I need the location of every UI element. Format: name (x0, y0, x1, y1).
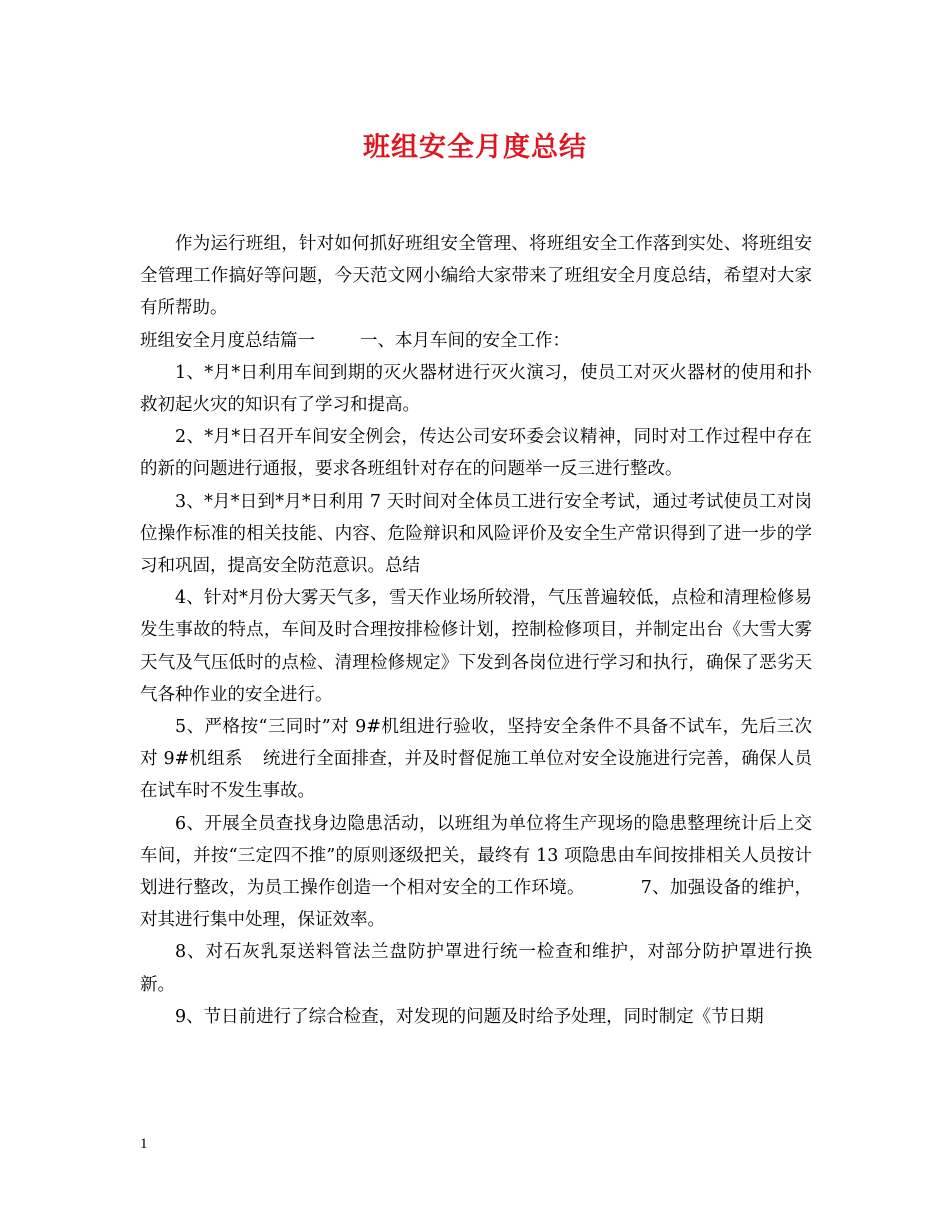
item-paragraph-5 (140, 711, 812, 808)
section-subheading: 一、本月车间的安全工作： (360, 330, 570, 351)
item-paragraph-4: 4、针对*月份大雾天气多，雪天作业场所较滑，气压普遍较低，点检和清理检修易发生事故的特点，车间及时合理按排检修计划，控制检修项目，并制定出台《大雪大雾天气及气压低时的点检、清理检修规定》下发到各岗位进行学习和执行，确保了恶劣天气各种作业的安全进行。 (140, 588, 812, 705)
item-paragraph-6 (140, 808, 812, 937)
section-heading: 班组安全月度总结篇一 (140, 330, 315, 351)
item-5-part-1: 5、严格按“三同时”对 9#机组进行验收，坚持安全条件不具备不试车，先后三次对 9#机组系 (140, 717, 812, 770)
section-heading-line (140, 325, 812, 357)
item-7-text: 7、加强设备的维护，对其进行集中处理，保证效率。 (140, 878, 812, 931)
document-title: 班组安全月度总结 (363, 132, 587, 163)
intro-paragraph: 作为运行班组，针对如何抓好班组安全管理、将班组安全工作落到实处、将班组安全管理工作搞好等问题，今天范文网小编给大家带来了班组安全月度总结，希望对大家有所帮助。 (140, 234, 812, 319)
item-paragraph-8: 8、对石灰乳泵送料管法兰盘防护罩进行统一检查和维护，对部分防护罩进行换新。 (140, 942, 812, 995)
item-paragraph-2: 2、*月*日召开车间安全例会，传达公司安环委会议精神，同时对工作过程中存在的新的问题进行通报，要求各班组针对存在的问题举一反三进行整改。 (140, 427, 812, 480)
item-paragraph-3: 3、*月*日到*月*日利用 7 天时间对全体员工进行安全考试，通过考试使员工对岗位操作标准的相关技能、内容、危险辩识和风险评价及安全生产常识得到了进一步的学习和巩固，提高安全防范意识。总结 (140, 491, 812, 577)
page-number: 1 (140, 1136, 148, 1152)
item-paragraph-1: 1、*月*日利用车间到期的灭火器材进行灭火演习，使员工对灭火器材的使用和扑救初起火灾的知识有了学习和提高。 (140, 362, 812, 416)
item-5-part-2: 统进行全面排查，并及时督促施工单位对安全设施进行完善，确保人员在试车时不发生事故。 (140, 749, 812, 802)
item-paragraph-9: 9、节日前进行了综合检查，对发现的问题及时给予处理，同时制定《节日期 (175, 1006, 764, 1027)
item-6-text: 6、开展全员查找身边隐患活动，以班组为单位将生产现场的隐患整理统计后上交车间，并按“三定四不推”的原则逐级把关，最终有 13 项隐患由车间按排相关人员按计划进行整改，为员工操作创造一个相对安全的工作环境。 (140, 813, 812, 899)
document-body (140, 228, 812, 1033)
